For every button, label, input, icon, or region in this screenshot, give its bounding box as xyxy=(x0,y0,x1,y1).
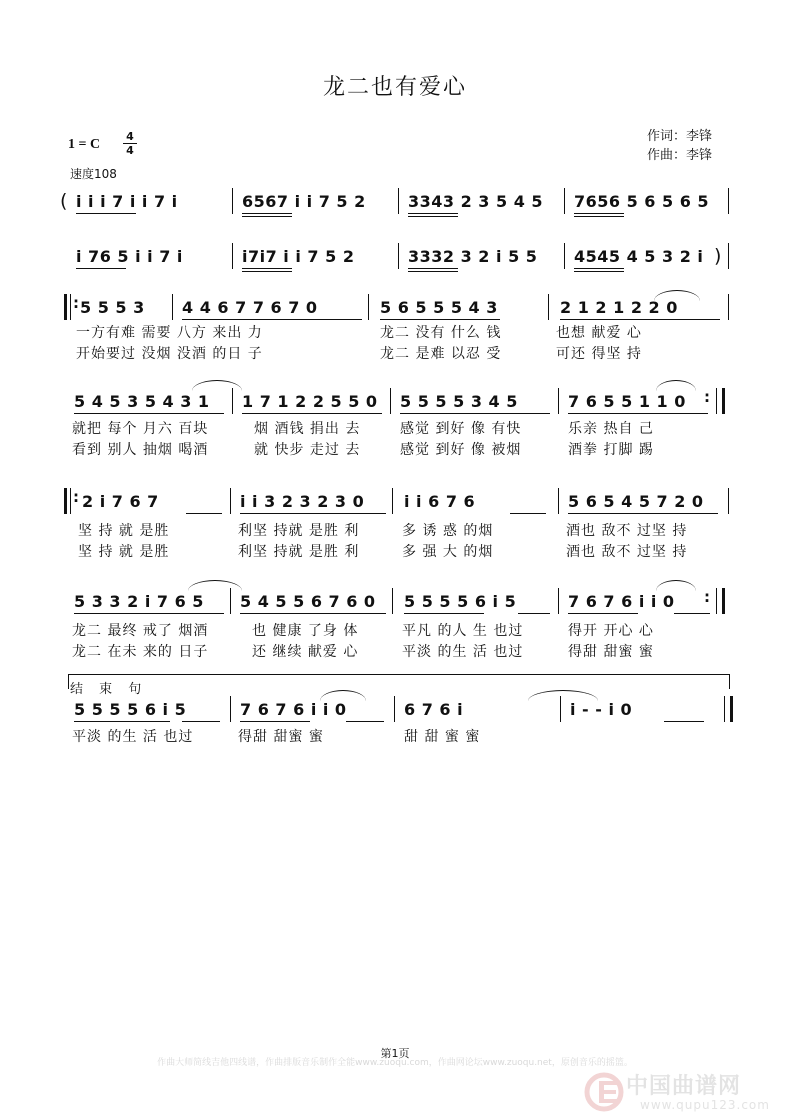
measure: 6567 i i 7 5 2 xyxy=(242,192,366,211)
lyric-line: 多 诱 惑 的烟 xyxy=(402,523,494,539)
time-signature xyxy=(123,130,137,157)
lyric-line: 就 快步 走过 去 xyxy=(254,442,361,458)
lyric-line: 平凡 的人 生 也过 xyxy=(402,623,524,639)
composer-credit: 作曲：李锋 xyxy=(647,148,713,163)
measure: 5 5 5 5 6 i 5 xyxy=(404,592,517,611)
watermark-url: www.qupu123.com xyxy=(640,1098,770,1112)
measure: 3332 3 2 i 5 5 xyxy=(408,247,538,266)
measure: i i i 7 i i 7 i xyxy=(76,192,178,211)
measure: i 76 5 i i 7 i xyxy=(76,247,183,266)
lyric-line: 平淡 的生 活 也过 xyxy=(72,729,194,745)
measure: 5 5 5 3 xyxy=(80,298,145,317)
score-system-2: i 76 5 i i 7 i i7i7 i i 7 5 2 3332 3 2 i 5 5 4545 4 5 3 2 i ) xyxy=(64,235,730,275)
lyric-line: 就把 每个 月六 百块 xyxy=(72,421,209,437)
meter-top: 4 xyxy=(126,130,134,143)
score-system-5: : 2 i 7 6 7 i i 3 2 3 2 3 0 i i 6 7 6 5 6 5 4 5 7 2 0 xyxy=(64,480,730,520)
measure: 3343 2 3 5 4 5 xyxy=(408,192,544,211)
measure: i i 6 7 6 xyxy=(404,492,476,511)
lyric-line: 酒拳 打脚 踢 xyxy=(568,442,654,458)
footer-watermark-text: 作曲大师简线吉他四线谱，作曲排版音乐制作全能www.zuoqu.com，作曲网论坛www.zuoqu.net，原创音乐的摇篮。 xyxy=(157,1058,633,1068)
key-signature: 1 = C xyxy=(68,137,101,152)
lyric-line: 龙二 最终 戒了 烟酒 xyxy=(72,623,209,639)
meter-bottom: 4 xyxy=(126,144,134,157)
lyric-line: 也想 献爱 心 xyxy=(556,325,642,341)
lyric-line: 多 强 大 的烟 xyxy=(402,544,494,560)
measure: 7 6 7 6 i i 0 xyxy=(568,592,675,611)
measure: i i 3 2 3 2 3 0 xyxy=(240,492,365,511)
lyric-line: 也 健康 了身 体 xyxy=(252,623,359,639)
site-logo-icon xyxy=(584,1072,624,1112)
measure: 7 6 7 6 i i 0 xyxy=(240,700,347,719)
score-system-3: : 5 5 5 3 4 4 6 7 7 6 7 0 5 6 5 5 5 4 3 2 1 2 1 2 2 0 xyxy=(64,286,730,326)
ending-label: 结 束 句 xyxy=(70,682,148,697)
score-system-6: 5 3 3 2 i 7 6 5 5 4 5 5 6 7 6 0 5 5 5 5 6 i 5 7 6 7 6 i i 0 : xyxy=(64,580,730,620)
lyric-line: 利坚 持就 是胜 利 xyxy=(238,523,360,539)
lyric-line: 平淡 的生 活 也过 xyxy=(402,644,524,660)
score-system-1: ( i i i 7 i i 7 i 6567 i i 7 5 2 3343 2 3 5 4 5 7656 5 6 5 6 5 xyxy=(64,180,730,220)
lyric-line: 得开 开心 心 xyxy=(568,623,654,639)
ending-bracket xyxy=(68,674,730,689)
lyric-line: 龙二 没有 什么 钱 xyxy=(380,325,502,341)
measure: 5 3 3 2 i 7 6 5 xyxy=(74,592,204,611)
measure: 7656 5 6 5 6 5 xyxy=(574,192,710,211)
measure: 5 4 5 3 5 4 3 1 xyxy=(74,392,210,411)
lyric-line: 开始要过 没烟 没酒 的日 子 xyxy=(76,346,263,362)
page-number: 第1页 xyxy=(380,1047,410,1060)
lyric-line: 龙二 是难 以忍 受 xyxy=(380,346,502,362)
lyric-line: 烟 酒钱 捐出 去 xyxy=(254,421,361,437)
lyric-line: 坚 持 就 是胜 xyxy=(78,523,170,539)
lyricist-credit: 作词：李锋 xyxy=(647,129,713,144)
score-system-7 xyxy=(64,688,730,728)
watermark-site-name: 中国曲谱网 xyxy=(626,1074,742,1099)
measure: 5 5 5 5 3 4 5 xyxy=(400,392,518,411)
lyric-line: 利坚 持就 是胜 利 xyxy=(238,544,360,560)
lyric-line: 龙二 在未 来的 日子 xyxy=(72,644,209,660)
lyric-line: 乐亲 热自 己 xyxy=(568,421,654,437)
score-system-4: 5 4 5 3 5 4 3 1 1 7 1 2 2 5 5 0 5 5 5 5 3 4 5 7 6 5 5 1 1 0 : xyxy=(64,380,730,420)
measure: 4545 4 5 3 2 i xyxy=(574,247,704,266)
lyric-line: 酒也 敌不 过坚 持 xyxy=(566,544,688,560)
lyric-line: 感觉 到好 像 被烟 xyxy=(400,442,522,458)
measure: 2 i 7 6 7 xyxy=(82,492,159,511)
lyric-line: 可还 得坚 持 xyxy=(556,346,642,362)
measure: 7 6 5 5 1 1 0 xyxy=(568,392,686,411)
lyric-line: 得甜 甜蜜 蜜 xyxy=(568,644,654,660)
measure: 5 5 5 5 6 i 5 xyxy=(74,700,187,719)
lyric-line: 坚 持 就 是胜 xyxy=(78,544,170,560)
lyric-line: 得甜 甜蜜 蜜 xyxy=(238,729,324,745)
credits xyxy=(647,127,712,165)
measure: i7i7 i i 7 5 2 xyxy=(242,247,355,266)
measure: i - - i 0 xyxy=(570,700,633,719)
measure: 1 7 1 2 2 5 5 0 xyxy=(242,392,378,411)
lyric-line: 一方有难 需要 八方 来出 力 xyxy=(76,325,263,341)
measure: 5 4 5 5 6 7 6 0 xyxy=(240,592,376,611)
measure: 4 4 6 7 7 6 7 0 xyxy=(182,298,318,317)
lyric-line: 甜 甜 蜜 蜜 xyxy=(404,729,481,745)
lyric-line: 还 继续 献爱 心 xyxy=(252,644,359,660)
lyric-line: 看到 别人 抽烟 喝酒 xyxy=(72,442,209,458)
measure: 6 7 6 i xyxy=(404,700,464,719)
page-title: 龙二也有爱心 xyxy=(322,75,467,100)
lyric-line: 感觉 到好 像 有快 xyxy=(400,421,522,437)
measure: 5 6 5 4 5 7 2 0 xyxy=(568,492,704,511)
tempo-marking: 速度108 xyxy=(70,167,117,181)
measure: 5 6 5 5 5 4 3 xyxy=(380,298,498,317)
measure: 2 1 2 1 2 2 0 xyxy=(560,298,678,317)
lyric-line: 酒也 敌不 过坚 持 xyxy=(566,523,688,539)
